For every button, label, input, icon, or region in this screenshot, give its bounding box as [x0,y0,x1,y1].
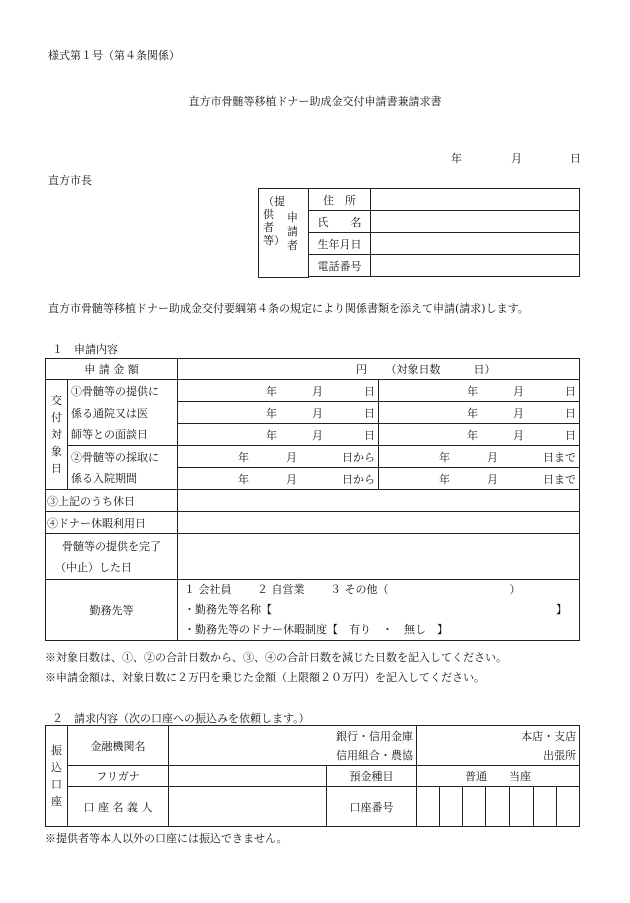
applicant-name-label: 氏 名 [309,211,371,233]
completion-line1: 骨髄等の提供を完了 [62,539,161,553]
applicant-address-field[interactable] [371,189,580,211]
page-title: 直方市骨髄等移植ドナー助成金交付申請書兼請求書 [188,95,442,108]
date-year: 年 [451,152,462,165]
completion-date-field[interactable] [178,534,580,580]
applicant-side-outer: （提供者等） [263,195,285,247]
d: 日 [565,384,576,398]
section2-heading: ２ 請求内容（次の口座への振込みを依頼します。） [52,712,310,725]
item2-to2[interactable] [379,468,580,490]
item1-date2[interactable] [379,380,580,402]
workplace-name-close: 】 [556,603,567,616]
applicant-table [308,188,580,277]
d: 日 [565,428,576,442]
m: 月 [513,384,524,398]
applicant-address-label: 住 所 [309,189,371,211]
applicant-side-label [258,188,309,278]
furigana-label: フリガナ [68,766,169,787]
branch-line2: 出張所 [543,748,577,762]
donor-leave-label: ④ドナー休暇利用日 [46,512,178,534]
item1-date6[interactable] [379,424,580,446]
intro-text: 直方市骨髄等移植ドナー助成金交付要綱第４条の規定により関係書類を添えて申請(請求)します。 [48,302,529,315]
y: 年 [439,450,450,464]
completion-date-label [46,534,178,580]
workplace-name-open: ・勤務先等名称【 [184,603,272,616]
application-table [45,358,580,641]
item1-date3[interactable] [178,402,379,424]
y: 年 [238,472,249,486]
completion-line2: （中止）した日 [55,560,132,574]
y: 年 [266,428,277,442]
y: 年 [266,384,277,398]
amount-yen: 円 [356,363,367,376]
note-amount: ※申請金額は、対象日数に２万円を乗じた金額（上限額２０万円）を記入してください。 [45,671,485,684]
date-day: 日 [570,152,581,165]
m: 月 [286,450,297,464]
note-account: ※提供者等本人以外の口座には振込できません。 [45,832,288,845]
workplace-name-row [184,600,576,620]
m: 月 [487,472,498,486]
d: 日 [364,428,375,442]
d: 日 [364,406,375,420]
item2-line1: ②骨髄等の採取に [68,446,178,468]
item1-line3: 師等との面談日 [68,424,178,446]
y: 年 [266,406,277,420]
account-digit-4[interactable] [486,787,510,827]
note-target-days: ※対象日数は、①、②の合計日数から、③、④の合計日数を減じた日数を記入してください。 [45,651,507,664]
item1-line1: ①骨髄等の提供に [68,380,178,402]
bank-name-field[interactable] [169,726,417,766]
account-type-label: 預金種目 [327,766,417,787]
transfer-account-label: 振込口座 [46,726,68,827]
y: 年 [467,428,478,442]
bank-name-label: 金融機関名 [68,726,169,766]
applicant-phone-field[interactable] [371,255,580,277]
furigana-field[interactable] [169,766,327,787]
account-digit-7[interactable] [557,787,580,827]
amount-days: （対象日数 日） [385,363,496,376]
account-type-options[interactable]: 普通 当座 [417,766,580,787]
d: 日 [364,384,375,398]
y: 年 [467,384,478,398]
item2-to[interactable] [379,446,580,468]
donor-leave-system: ・勤務先等のドナー休暇制度【 有り ・ 無し 】 [184,623,448,636]
account-holder-label: 口 座 名 義 人 [68,787,169,827]
holiday-field[interactable] [178,490,580,512]
m: 月 [487,450,498,464]
holiday-label: ③上記のうち休日 [46,490,178,512]
bank-types-line2: 信用組合・農協 [336,748,413,762]
target-days-label: 交付対象日 [46,380,68,490]
account-holder-field[interactable] [169,787,327,827]
applicant-side-inner: 申請者 [287,211,298,252]
applicant-phone-label: 電話番号 [309,255,371,277]
applicant-birthdate-label: 生年月日 [309,233,371,255]
donor-leave-field[interactable] [178,512,580,534]
y: 年 [439,472,450,486]
item1-date5[interactable] [178,424,379,446]
account-digit-5[interactable] [510,787,534,827]
workplace-label: 勤務先等 [46,580,178,641]
m: 月 [286,472,297,486]
y: 年 [238,450,249,464]
addressee: 直方市長 [48,174,92,187]
amount-label: 申 請 金 額 [46,359,178,380]
item2-from2[interactable] [178,468,379,490]
m: 月 [312,406,323,420]
bank-types-line1: 銀行・信用金庫 [336,729,413,743]
date-month: 月 [511,152,522,165]
item1-date1[interactable] [178,380,379,402]
item2-line2: 係る入院期間 [68,468,178,490]
d-to: 日まで [543,450,576,464]
d-to: 日まで [543,472,576,486]
applicant-name-field[interactable] [371,211,580,233]
branch-line1: 本店・支店 [521,729,577,743]
m: 月 [513,428,524,442]
amount-field[interactable] [178,359,580,380]
m: 月 [312,428,323,442]
m: 月 [312,384,323,398]
m: 月 [513,406,524,420]
d-from: 日から [342,450,375,464]
account-digit-1[interactable] [417,787,440,827]
item1-line2: 係る通院又は医 [68,402,178,424]
workplace-field[interactable] [178,580,580,641]
account-digit-3[interactable] [463,787,486,827]
d: 日 [565,406,576,420]
employment-type: １ 会社員 ２ 自営業 ３ その他（ ） [184,583,521,596]
d-from: 日から [342,472,375,486]
section1-heading: １ 申請内容 [52,343,118,356]
applicant-birthdate-field[interactable] [371,233,580,255]
account-digit-2[interactable] [440,787,463,827]
item2-from[interactable] [178,446,379,468]
y: 年 [467,406,478,420]
account-number-label: 口座番号 [327,787,417,827]
item1-date4[interactable] [379,402,580,424]
bank-table [45,725,580,827]
form-number: 様式第１号（第４条関係） [48,49,180,62]
branch-field[interactable] [417,726,580,766]
account-digit-6[interactable] [534,787,557,827]
